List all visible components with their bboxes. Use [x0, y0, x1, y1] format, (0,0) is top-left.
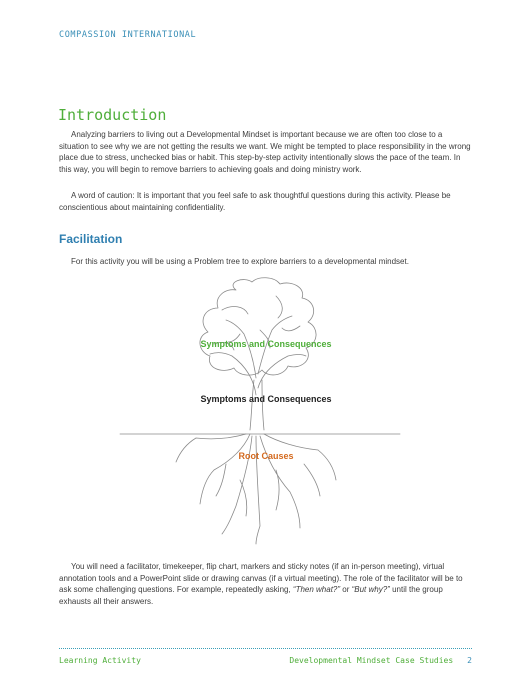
- header-org: COMPASSION INTERNATIONAL: [59, 30, 197, 40]
- facilitation-p2-or: or: [340, 585, 352, 595]
- section-title-facilitation: Facilitation: [59, 232, 123, 246]
- problem-tree: [0, 270, 532, 550]
- intro-paragraph-2: A word of caution: It is important that you feel safe to ask thoughtful questions during this activity. Please be conscientious about maintaining confidentiality.: [59, 191, 451, 212]
- facilitation-paragraph-2: [59, 561, 474, 607]
- tree-trunk: [250, 380, 264, 430]
- facilitation-p2-end: until the group exhausts all their answers.: [59, 585, 443, 606]
- tree-label-root-causes: Root Causes: [238, 451, 294, 461]
- problem-tree-illustration: [0, 270, 532, 550]
- tree-label-symptoms-middle: Symptoms and Consequences: [200, 394, 332, 404]
- page-number: 2: [467, 656, 472, 665]
- footer-doc-title: Developmental Mindset Case Studies: [289, 656, 454, 665]
- facilitation-paragraph-1: For this activity you will be using a Problem tree to explore barriers to a developmental mindset.: [71, 257, 409, 266]
- quote-then-what: “Then what?”: [292, 585, 341, 595]
- footer-left: Learning Activity: [59, 656, 141, 665]
- tree-canopy: [200, 278, 316, 375]
- section-title-introduction: Introduction: [58, 106, 167, 124]
- footer-right: [289, 656, 472, 665]
- intro-paragraph-1: Analyzing barriers to living out a Developmental Mindset is important because we are often too close to a situation to see why we are not getting the results we want. We might be tempted to place responsibility in the wrong place due to stress, unchecked bias or habit. This step-by-step activity intentionally slows the pace of the team. In this way, you will begin to remove barriers to achieving goals and doing ministry work.: [59, 130, 471, 174]
- facilitation-p2-start: You will need a facilitator, timekeeper, flip chart, markers and sticky notes (if an in-person meeting), virtual annotation tools and a PowerPoint slide or drawing canvas (if a virtual meeting). The role of the facilitator will be to ask some challenging questions. For example, repeatedly asking,: [59, 562, 463, 595]
- quote-but-why: “But why?”: [351, 585, 390, 595]
- tree-label-symptoms-top: Symptoms and Consequences: [200, 339, 332, 349]
- footer-divider: [59, 648, 472, 649]
